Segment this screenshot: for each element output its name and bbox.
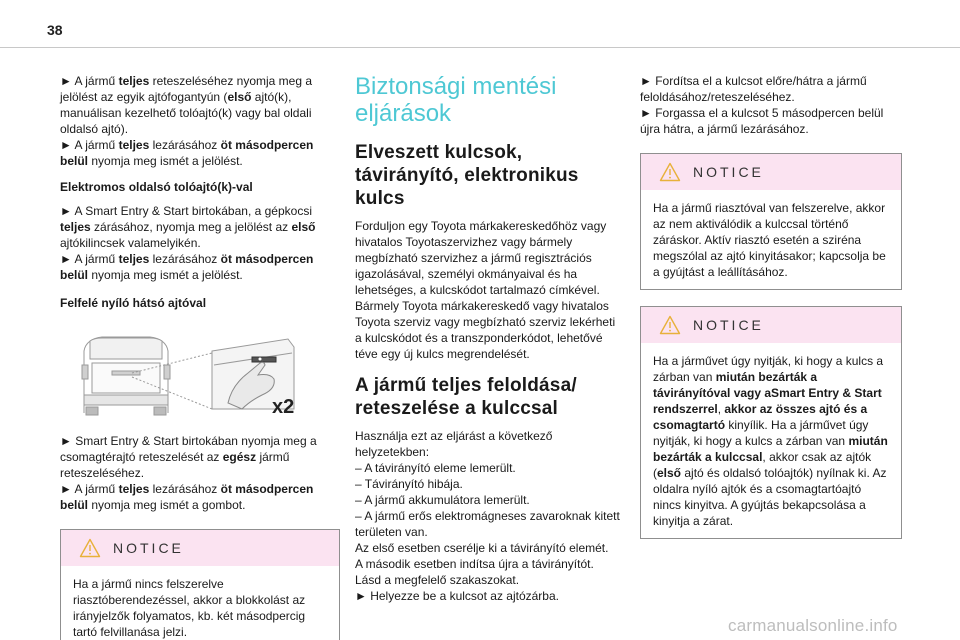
top-divider	[0, 47, 960, 48]
warning-triangle-icon	[659, 162, 681, 182]
press-twice-label: x2	[272, 396, 295, 418]
section-title: Biztonsági mentési eljárások	[355, 73, 557, 127]
tailgate-lock-text: ► Smart Entry & Start birtokában nyomja meg a csomagtérajtó reteszelését az egész jármű reteszeléséhez.	[60, 434, 317, 480]
cases-list	[355, 460, 623, 540]
paragraph-tailgate-lock	[60, 433, 340, 481]
paragraph-insert-key: ► Helyezze be a kulcsot az ajtózárba.	[355, 589, 559, 603]
full-lock-text: ► A jármű teljes lezárásához öt másodpercen belül nyomja meg ismét a jelölést.	[60, 138, 314, 168]
van-rear-view	[82, 337, 170, 415]
warning-triangle-icon	[79, 538, 101, 558]
paragraph-lock-handle	[60, 73, 340, 137]
paragraph-see-section: Lásd a megfelelő szakaszokat.	[355, 573, 520, 587]
full-lock-text-2: ► A jármű teljes lezárásához öt másodpercen belül nyomja meg ismét a jelölést.	[60, 252, 314, 282]
case-item: – A jármű erős elektromágneses zavaroknak kitett területen van.	[355, 509, 620, 539]
page-number: 38	[47, 22, 63, 38]
watermark: carmanualsonline.info	[728, 616, 898, 635]
right-column	[640, 73, 902, 539]
paragraph-intro: Használja ezt az eljárást a következő helyzetekben:	[355, 429, 553, 459]
paragraph-lost-keys: Forduljon egy Toyota márkakereskedőhöz vagy hivatalos Toyotaszervizhez vagy bármely megbízható szervizhez a jármű regisztrációs igazolásával, személyi okmányaival és ha lehetséges, a kulcskódot tartalmazó címkével. Bármely Toyota márkakereskedő vagy hivatalos Toyota szerviz vagy megbízható szerviz lekérheti a kulcskódot és a transzponderkódot, lehetővé téve egy új kulcs megrendelését.	[355, 219, 616, 361]
notice-body: Ha a jármű riasztóval van felszerelve, akkor az nem aktiválódik a kulccsal történő záráskor. Aktív riasztó esetén a sziréna megszólal az ajtó kinyitásakor; kapcsolja be a gyújtást a leállításához.	[653, 201, 886, 279]
notice-box-key-in-lock	[640, 306, 902, 539]
lock-handle-text: ► A jármű teljes reteszeléséhez nyomja meg a jelölést az egyik ajtófogantyún (első ajtó(k), manuálisan kezelhető tolóajtó(k) vagy bal oldali oldalsó ajtó).	[60, 74, 313, 136]
notice-title: NOTICE	[693, 164, 764, 180]
paragraph-second-case: A második esetben indítsa újra a távirányítót.	[355, 557, 594, 571]
middle-column	[355, 73, 623, 604]
warning-triangle-icon	[659, 315, 681, 335]
notice-header	[61, 530, 339, 566]
notice-header	[641, 154, 901, 190]
paragraph-full-lock	[60, 137, 340, 169]
case-item: – A távirányító eleme lemerült.	[355, 461, 516, 475]
tailgate-illustration	[62, 329, 302, 419]
paragraph-tailgate-full	[60, 481, 340, 513]
left-column	[60, 73, 340, 640]
notice-body: Ha a járművet úgy nyitják, ki hogy a kulcs a zárban van miután bezárták a távirányítóval vagy aSmart Entry & Start rendszerrel, akkor az összes ajtó és a csomagtartó kinyílik. Ha a járművet úgy nyitják, ki hogy a kulcs a zárban van miután bezárták a kulccsal, akkor csak az ajtók (első ajtó és oldalsó tolóajtók) nyílnak ki. Az oldalra nyíló ajtók és a csomagtartóajtó nincs kinyitva. A gyújtás bekapcsolása a kinyitja a zárat.	[653, 354, 888, 528]
notice-body: Ha a jármű nincs felszerelve riasztóberendezéssel, akkor a blokkolást az irányjelzők folyamatos, kb. két másodpercig tartó felvillanása jelzi.	[73, 577, 306, 639]
notice-box-left	[60, 529, 340, 640]
heading-tailgate: Felfelé nyíló hátsó ajtóval	[60, 296, 207, 310]
notice-header	[641, 307, 901, 343]
heading-sliding-doors: Elektromos oldalsó tolóajtó(k)-val	[60, 180, 253, 194]
heading-unlock-with-key: A jármű teljes feloldása/ reteszelése a kulccsal	[355, 375, 577, 419]
case-item: – Távirányító hibája.	[355, 477, 463, 491]
smart-entry-text: ► A Smart Entry & Start birtokában, a gépkocsi teljes zárásához, nyomja meg a jelölést az első ajtókilincsek valamelyikén.	[60, 204, 316, 250]
paragraph-turn-back: ► Forgassa el a kulcsot 5 másodpercen belül újra hátra, a jármű lezárásához.	[640, 106, 884, 136]
notice-title: NOTICE	[113, 540, 184, 556]
paragraph-full-lock-2	[60, 251, 340, 283]
paragraph-turn-key: ► Fordítsa el a kulcsot előre/hátra a jármű feloldásához/reteszeléséhez.	[640, 74, 867, 104]
heading-lost-keys: Elveszett kulcsok, távirányító, elektronikus kulcs	[355, 142, 579, 209]
paragraph-smart-entry	[60, 203, 340, 251]
tailgate-full-text: ► A jármű teljes lezárásához öt másodpercen belül nyomja meg ismét a gombot.	[60, 482, 314, 512]
case-item: – A jármű akkumulátora lemerült.	[355, 493, 530, 507]
notice-box-alarm	[640, 153, 902, 290]
notice-title: NOTICE	[693, 317, 764, 333]
paragraph-first-case: Az első esetben cserélje ki a távirányító elemét.	[355, 541, 609, 555]
